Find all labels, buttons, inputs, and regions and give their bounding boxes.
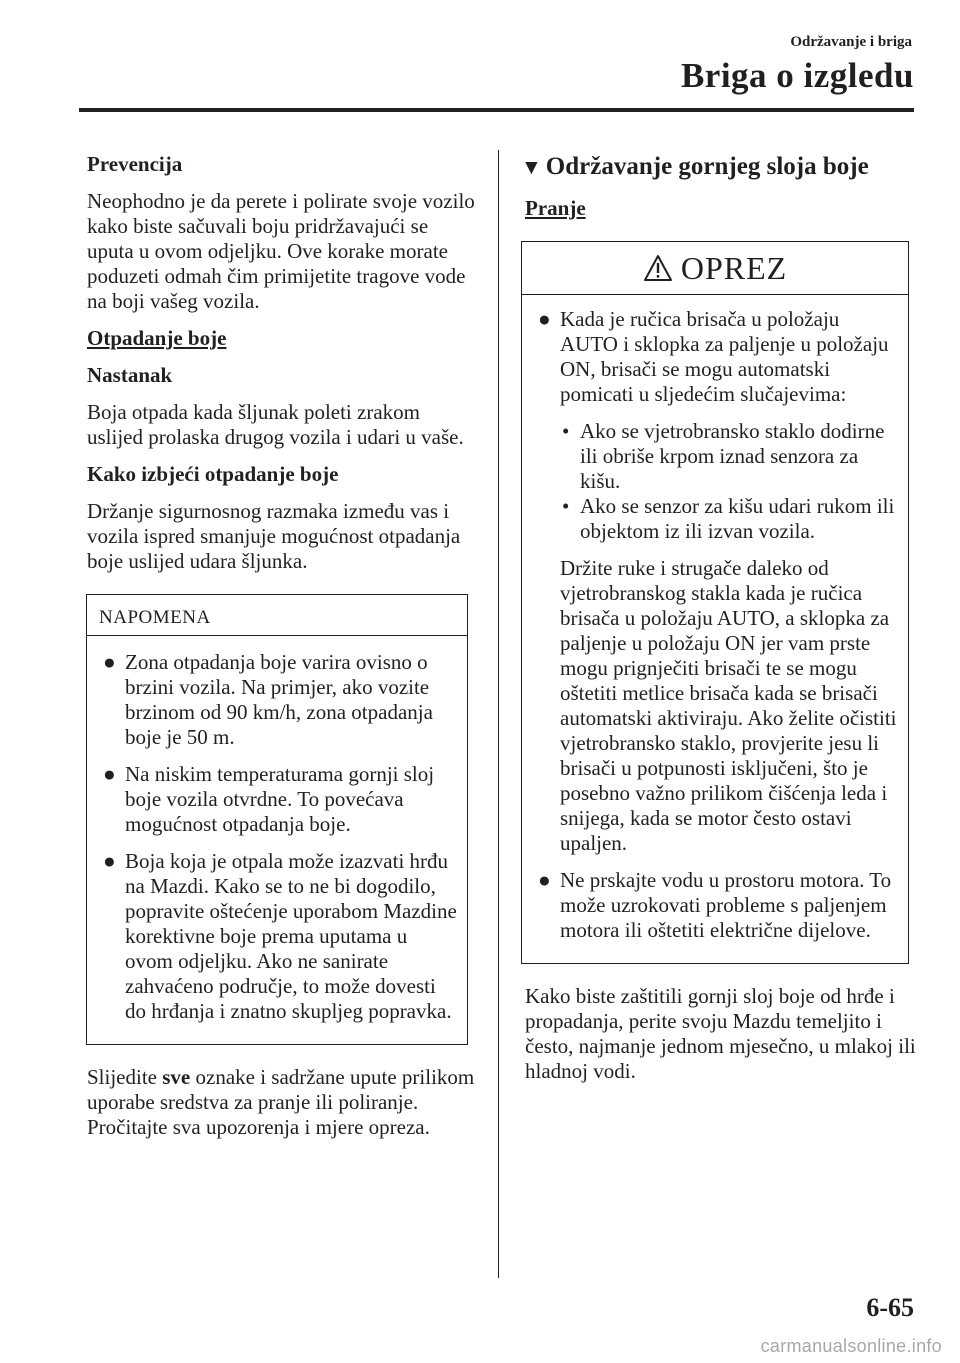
avoid-heading: Kako izbjeći otpadanje boje: [87, 462, 339, 486]
note-item-text: Boja koja je otpala može izazvati hrđu na Mazdi. Kako se to ne bi dogodilo, popravite oštećenje uporabom Mazdine korektivne boje prema uputama u ovom odjeljku. Ako ne sanirate zahvaćeno područje, to može dovesti do hrđanja i znatno skupljeg popravka.: [125, 849, 457, 1023]
caution-title: [522, 242, 908, 295]
closing-text-before: Slijedite: [87, 1065, 163, 1089]
sub-bullet-icon: •: [562, 419, 570, 443]
caution-item-text: Kada je ručica brisača u položaju AUTO i sklopka za paljenje u položaju ON, brisači se mogu automatski pomicati u sljedećim slučajevima:: [560, 307, 889, 406]
cause-text: Boja otpada kada šljunak poleti zrakom uslijed prolaska drugog vozila i udari u vaše.: [87, 400, 464, 449]
note-title: NAPOMENA: [87, 595, 467, 636]
closing-text-after: oznake i sadržane upute prilikom uporabe sredstva za pranje ili poliranje. Pročitajte sva upozorenja i mjere opreza.: [87, 1065, 475, 1139]
sub-bullet-icon: •: [562, 494, 570, 518]
caution-item: [532, 307, 898, 407]
bullet-icon: ●: [103, 762, 116, 786]
caution-box: [521, 241, 909, 964]
page-title: Briga o izgledu: [680, 56, 914, 95]
watermark: carmanualsonline.info: [760, 1336, 942, 1356]
avoid-text: Držanje sigurnosnog razmaka između vas i vozila ispred smanjuje mogućnost otpadanja boje uslijed udara šljunka.: [87, 499, 461, 573]
left-column: [87, 152, 477, 1152]
section-heading: [521, 152, 920, 182]
header-rule: [79, 108, 914, 112]
caution-item: [532, 868, 898, 943]
note-item: [97, 650, 457, 750]
cause-heading: Nastanak: [87, 363, 173, 387]
note-body: [87, 636, 467, 1044]
note-box: [86, 594, 468, 1045]
bullet-icon: ●: [538, 868, 551, 892]
washing-heading: Pranje: [525, 196, 586, 220]
closing-paragraph: [87, 1065, 477, 1140]
prevention-text: Neophodno je da perete i polirate svoje vozilo kako biste sačuvali boju pridržavajući se uputa u ovom odjeljku. Ove korake morate poduzeti odmah čim primijetite tragove vode na boji vašeg vozila.: [87, 189, 475, 313]
caution-subitem-text: Ako se senzor za kišu udari rukom ili objektom iz ili izvan vozila.: [580, 494, 895, 543]
caution-followup: [532, 556, 898, 856]
caution-body: [522, 295, 908, 963]
chipping-heading: Otpadanje boje: [87, 326, 227, 350]
note-item: [97, 762, 457, 837]
triangle-down-icon: ▼: [521, 155, 542, 179]
chapter-subtitle: Održavanje i briga: [790, 34, 912, 50]
caution-subitem: [532, 419, 898, 494]
warning-triangle-icon: [643, 254, 673, 282]
prevention-heading: Prevencija: [87, 152, 183, 176]
section-heading-text: Održavanje gornjeg sloja boje: [545, 153, 869, 180]
closing-emphasis: sve: [162, 1065, 191, 1089]
caution-followup-text: Držite ruke i strugače daleko od vjetrobranskog stakla kada je ručica brisača u položaju AUTO, a sklopka za paljenje u položaju ON jer vam prste mogu prignječiti brisači te se mogu oštetiti metlice brisača kada se brisači automatski aktiviraju. Ako želite očistiti vjetrobransko staklo, provjerite jesu li brisači u potpunosti isključeni, što je posebno važno prilikom čišćenja leda i snijega, kada se motor često ostavi upaljen.: [560, 556, 897, 855]
caution-title-text: OPREZ: [680, 249, 788, 286]
column-divider: [498, 150, 499, 1278]
caution-subitem-text: Ako se vjetrobransko staklo dodirne ili obriše krpom iznad senzora za kišu.: [580, 419, 885, 493]
note-item-text: Zona otpadanja boje varira ovisno o brzini vozila. Na primjer, ako vozite brzinom od 90 km/h, zona otpadanja boje je 50 m.: [125, 650, 433, 749]
bullet-icon: ●: [103, 849, 116, 873]
bullet-icon: ●: [103, 650, 116, 674]
bullet-icon: ●: [538, 307, 551, 331]
right-column: [521, 152, 920, 1096]
caution-item-text: Ne prskajte vodu u prostoru motora. To može uzrokovati probleme s paljenjem motora ili oštetiti električne dijelove.: [560, 868, 892, 942]
page-number: 6-65: [866, 1293, 914, 1322]
note-item: [97, 849, 457, 1024]
closing-text: Kako biste zaštitili gornji sloj boje od hrđe i propadanja, perite svoju Mazdu temeljito i često, najmanje jednom mjesečno, u mlakoj ili hladnoj vodi.: [525, 984, 916, 1083]
caution-subitem: [532, 494, 898, 544]
note-item-text: Na niskim temperaturama gornji sloj boje vozila otvrdne. To povećava mogućnost otpadanja boje.: [125, 762, 435, 836]
